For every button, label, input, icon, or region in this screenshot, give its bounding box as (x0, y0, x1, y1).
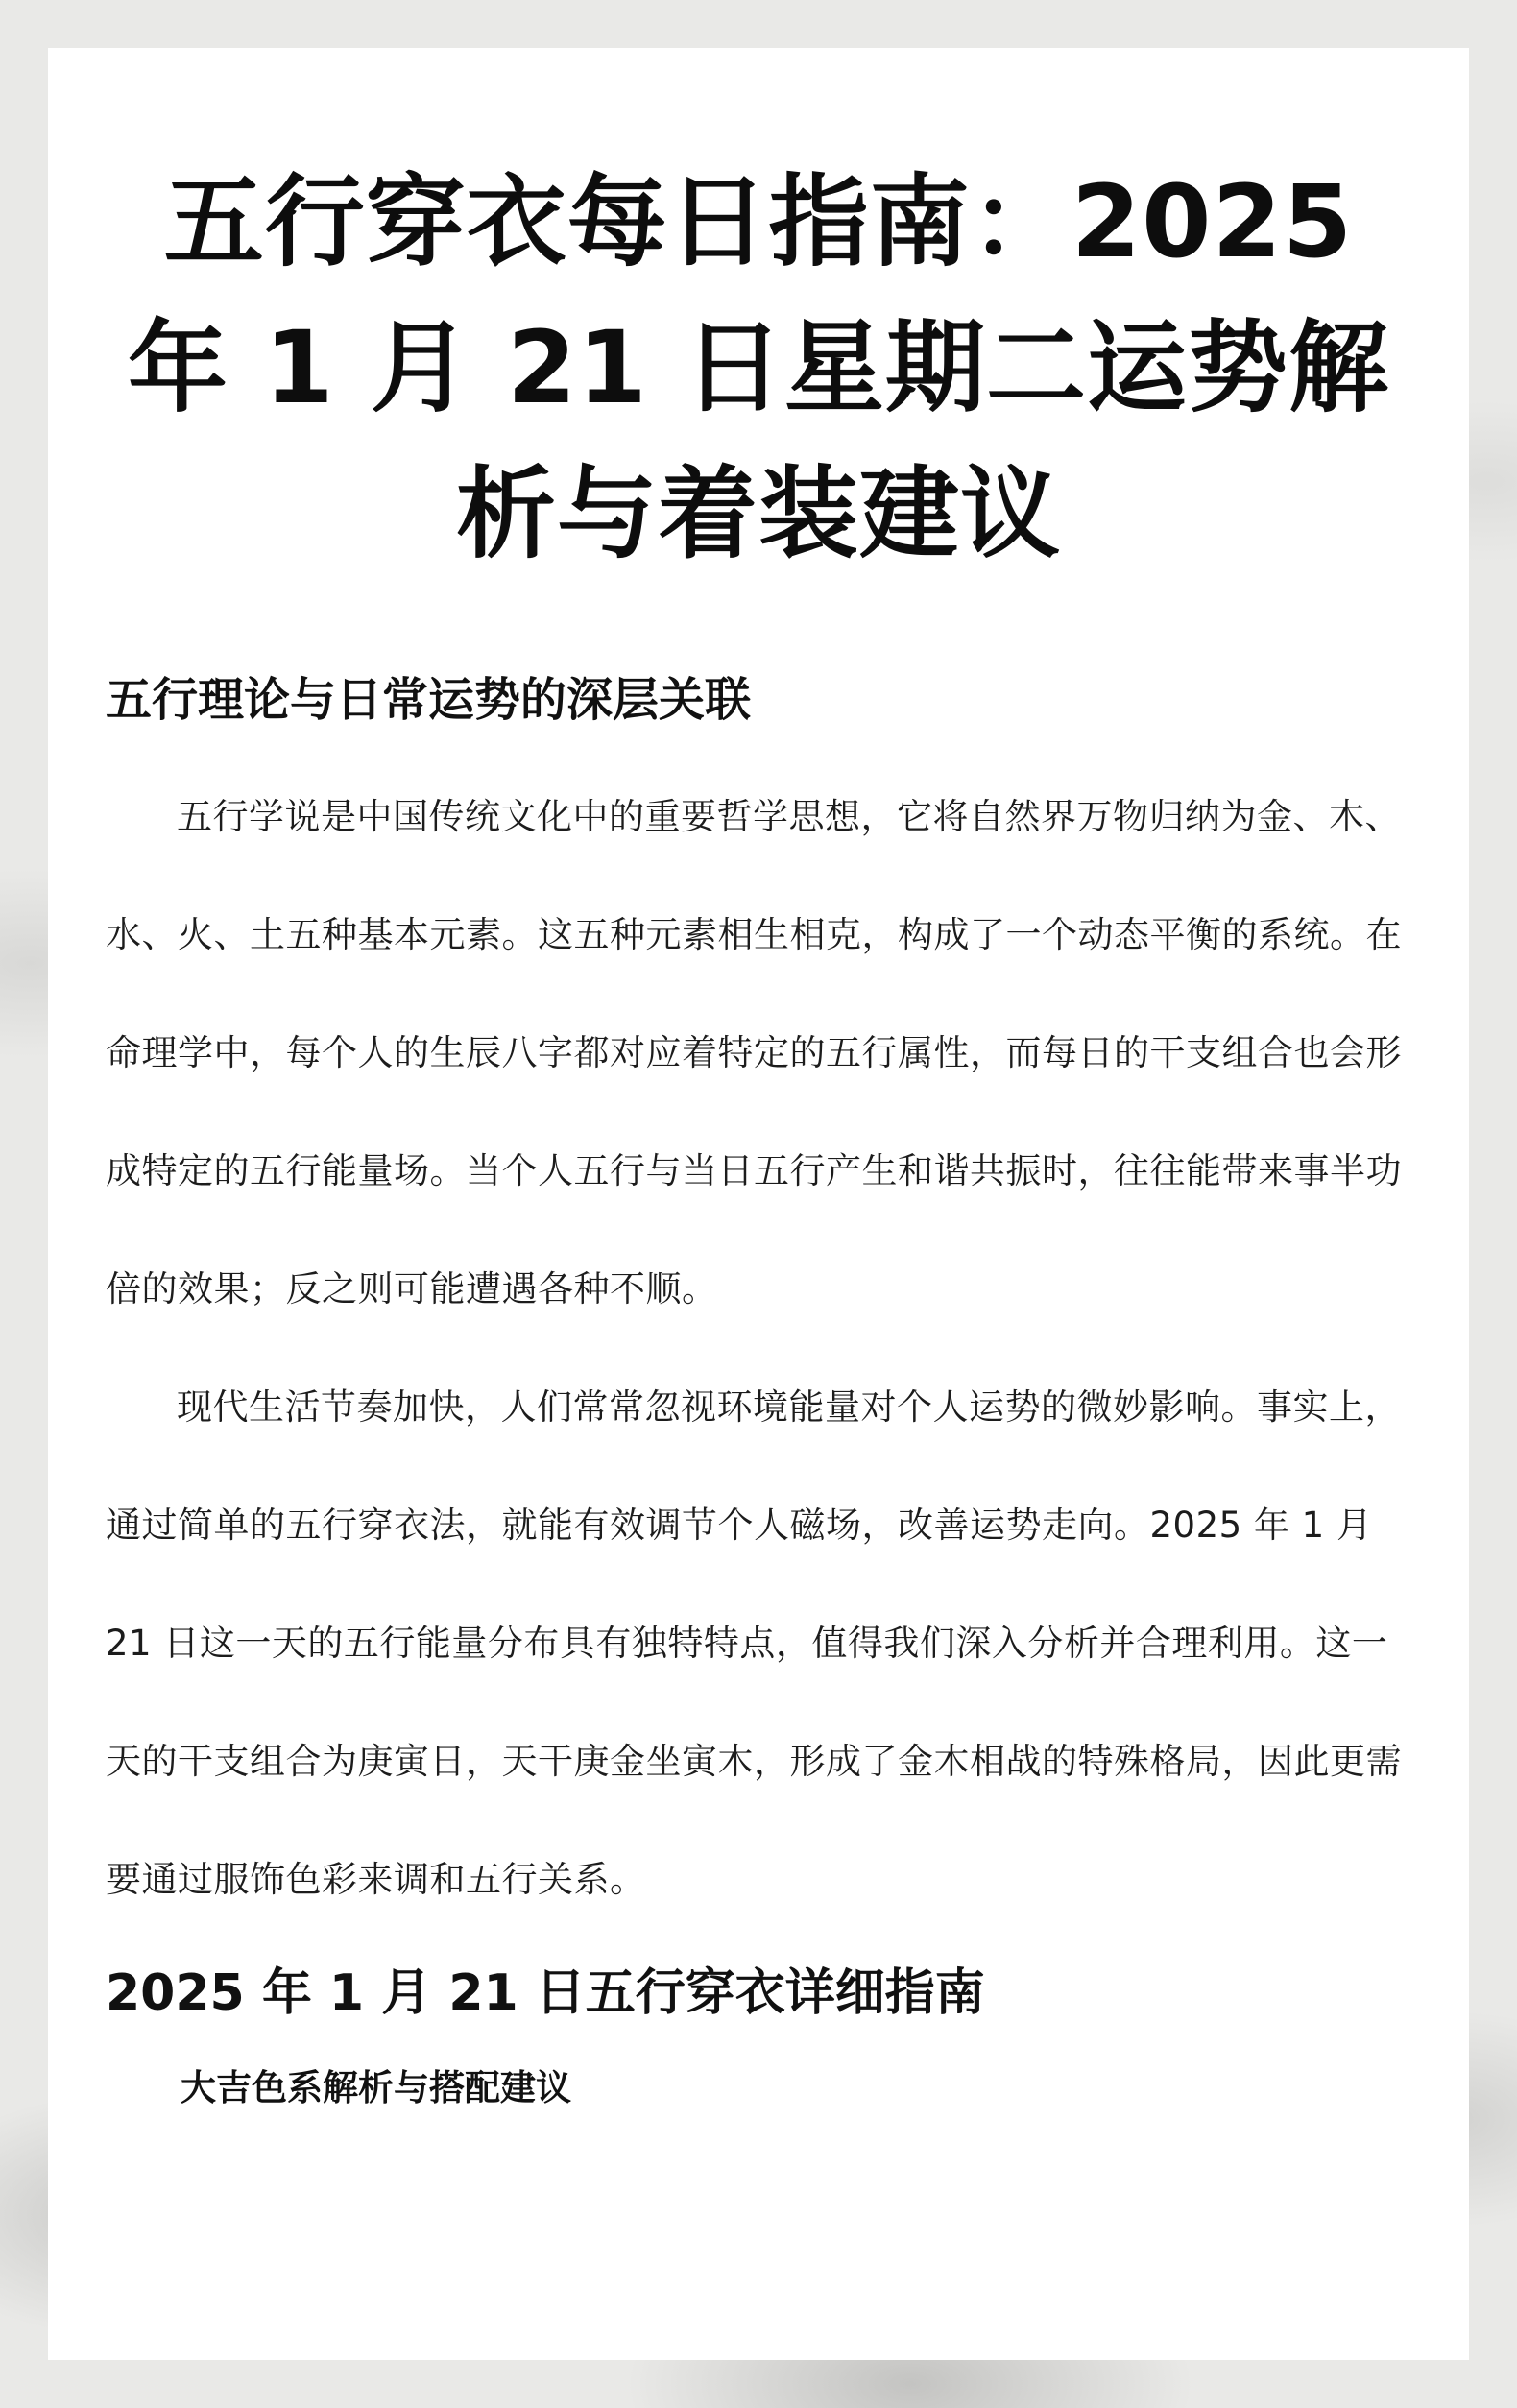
section-heading-wuxing-theory: 五行理论与日常运势的深层关联 (106, 673, 752, 727)
subheading-lucky-colors: 大吉色系解析与搭配建议 (181, 2067, 571, 2108)
paragraph-modern-life: 现代生活节奏加快，人们常常忽视环境能量对个人运势的微妙影响。事实上，通过简单的五行穿衣法，就能有效调节个人磁场，改善运势走向。2025 年 1 月 21 日这一天的五行能量分布具有独特特点，值得我们深入分析并合理利用。这一天的干支组合为庚寅日，天干庚金坐寅木，形成了金木相战的特殊格局，因此更需要通过服饰色彩来调和五行关系。 (106, 1386, 1402, 1900)
paragraph-wuxing-intro: 五行学说是中国传统文化中的重要哲学思想，它将自然界万物归纳为金、木、水、火、土五种基本元素。这五种元素相生相克，构成了一个动态平衡的系统。在命理学中，每个人的生辰八字都对应着特定的五行属性，而每日的干支组合也会形成特定的五行能量场。当个人五行与当日五行产生和谐共振时，往往能带来事半功倍的效果；反之则可能遭遇各种不顺。 (106, 796, 1402, 1310)
section-heading-dressing-guide: 2025 年 1 月 21 日五行穿衣详细指南 (106, 1964, 985, 2022)
document-page (48, 48, 1469, 2360)
page-title: 五行穿衣每日指南：2025 年 1 月 21 日星期二运势解析与着装建议 (128, 163, 1389, 572)
